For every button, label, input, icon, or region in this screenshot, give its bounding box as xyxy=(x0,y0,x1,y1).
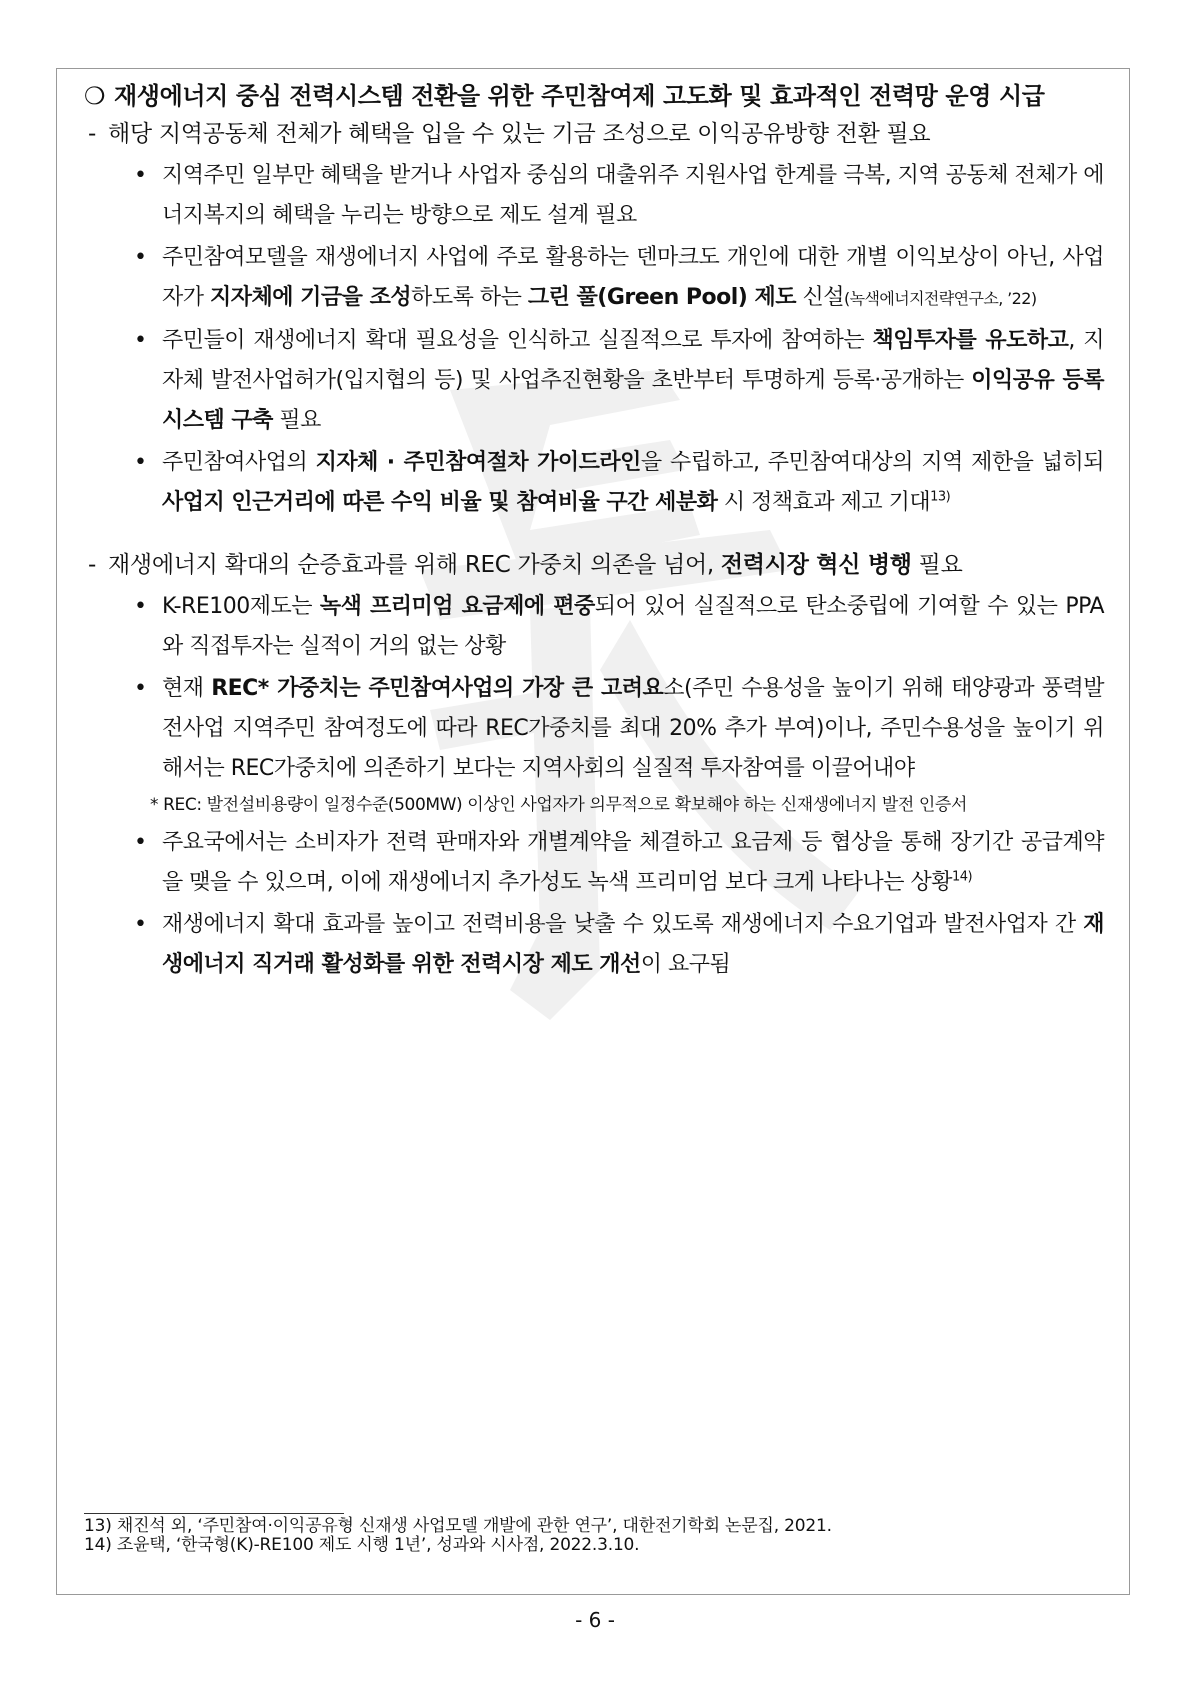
list-item: • 현재 REC* 가중치는 주민참여사업의 가장 큰 고려요소(주민 수용성을 높이기 위해 태양광과 풍력발전사업 지역주민 참여정도에 따라 REC가중치를 최대 20% 추가 부여)이나, 주민수용성을 높이기 위해서는 REC가중치에 의존하기 보다는 지역사회의 실질적 투자참여를 이끌어내야 xyxy=(84,669,1104,789)
footnote-ref: 13) xyxy=(930,489,951,505)
circle-bullet-icon: ❍ xyxy=(84,82,106,110)
document-body xyxy=(84,78,1104,985)
list-item: • 재생에너지 확대 효과를 높이고 전력비용을 낮출 수 있도록 재생에너지 수요기업과 발전사업자 간 재생에너지 직거래 활성화를 위한 전력시장 제도 개선이 요구됨 xyxy=(84,905,1104,985)
footnote-13: 13) 채진석 외, ‘주민참여·이익공유형 신재생 사업모델 개발에 관한 연구’, 대한전기학회 논문집, 2021. xyxy=(84,1516,832,1536)
list-item: • K-RE100제도는 녹색 프리미엄 요금제에 편중되어 있어 실질적으로 탄소중립에 기여할 수 있는 PPA와 직접투자는 실적이 거의 없는 상황 xyxy=(84,587,1104,667)
bullet-icon: • xyxy=(134,328,147,353)
bullet-icon: • xyxy=(134,830,147,855)
bullet-icon: • xyxy=(134,594,147,619)
list-item: • 지역주민 일부만 혜택을 받거나 사업자 중심의 대출위주 지원사업 한계를 극복, 지역 공동체 전체가 에너지복지의 혜택을 누리는 방향으로 제도 설계 필요 xyxy=(84,156,1104,236)
list-item: • 주민들이 재생에너지 확대 필요성을 인식하고 실질적으로 투자에 참여하는 책임투자를 유도하고, 지자체 발전사업허가(입지협의 등) 및 사업추진현황을 초반부터 투명하게 등록·공개하는 이익공유 등록시스템 구축 필요 xyxy=(84,321,1104,441)
section-heading: ❍ 재생에너지 중심 전력시스템 전환을 위한 주민참여제 고도화 및 효과적인 전력망 운영 시급 xyxy=(84,78,1104,114)
bullet-icon: • xyxy=(134,450,147,475)
list-item: • 주민참여모델을 재생에너지 사업에 주로 활용하는 덴마크도 개인에 대한 개별 이익보상이 아닌, 사업자가 지자체에 기금을 조성하도록 하는 그린 풀(Green Pool) 제도 신설(녹색에너지전략연구소, ’22) xyxy=(84,238,1104,319)
subheading-2: - 재생에너지 확대의 순증효과를 위해 REC 가중치 의존을 넘어, 전력시장 혁신 병행 필요 xyxy=(88,552,963,578)
bullet-icon: • xyxy=(134,163,147,188)
footnote-14: 14) 조윤택, ‘한국형(K)-RE100 제도 시행 1년’, 성과와 시사점, 2022.3.10. xyxy=(84,1535,640,1555)
bullet-icon: • xyxy=(134,245,147,270)
bullet-icon: • xyxy=(134,912,147,937)
list-item: • 주민참여사업의 지자체 · 주민참여절차 가이드라인을 수립하고, 주민참여대상의 지역 제한을 넓히되 사업지 인근거리에 따른 수익 비율 및 참여비율 구간 세분화 시 정책효과 제고 기대$^{13)}$ xyxy=(84,443,1104,523)
rec-note: * REC: 발전설비용량이 일정수준(500MW) 이상인 사업자가 의무적으로 확보해야 하는 신재생에너지 발전 인증서 xyxy=(150,795,967,815)
subheading-1: - 해당 지역공동체 전체가 혜택을 입을 수 있는 기금 조성으로 이익공유방향 전환 필요 xyxy=(88,121,931,147)
footnotes xyxy=(84,1517,832,1555)
footnote-ref: 14) xyxy=(951,869,973,885)
footnote-divider xyxy=(84,1513,344,1514)
page-number: - 6 - xyxy=(575,1608,615,1632)
list-item: • 주요국에서는 소비자가 전력 판매자와 개별계약을 체결하고 요금제 등 협상을 통해 장기간 공급계약을 맺을 수 있으며, 이에 재생에너지 추가성도 녹색 프리미엄 보다 크게 나타나는 상황$^{14)}$ xyxy=(84,823,1104,903)
bullet-icon: • xyxy=(134,676,147,701)
